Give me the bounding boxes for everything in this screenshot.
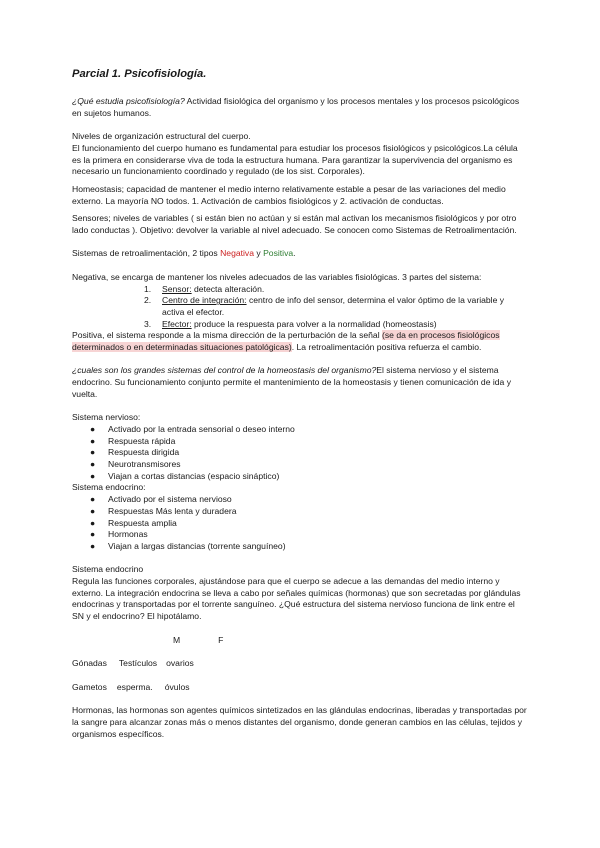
list-item-text: Activado por la entrada sensorial o deseo interno	[108, 423, 295, 434]
page-title: Parcial 1. Psicofisiología.	[72, 68, 207, 80]
gonadas-row	[72, 658, 528, 670]
sex-header-row	[72, 635, 528, 647]
list-item	[90, 459, 528, 471]
list-number: 2.	[144, 295, 152, 306]
ovulos-cell: óvulos	[164, 681, 190, 692]
list-item-text: Respuestas Más lenta y duradera	[108, 505, 237, 516]
bullet-icon: ●	[90, 540, 96, 551]
testiculos-cell: Testículos	[118, 658, 158, 669]
bullet-icon: ●	[90, 470, 96, 481]
positiva-highlight: (se da en procesos fisiológicos determinados o en determinadas situaciones patológicas)	[72, 330, 500, 353]
part-term: Sensor:	[162, 283, 192, 294]
retro-negativa: Negativa	[220, 248, 254, 259]
endocrino-list	[72, 494, 528, 553]
bullet-icon: ●	[90, 529, 96, 540]
part-term: Efector:	[162, 318, 192, 329]
intro-answer: Actividad fisiológica del organismo y los procesos mentales y los procesos psicológicos en sujetos humanos.	[72, 96, 520, 118]
bullet-icon: ●	[90, 494, 96, 505]
list-item-text: Respuesta dirigida	[108, 447, 180, 458]
part-desc: detecta alteración.	[191, 283, 265, 294]
list-number: 3.	[144, 318, 152, 329]
list-item	[90, 424, 528, 436]
list-item	[90, 529, 528, 541]
list-item	[90, 518, 528, 530]
list-item-text: Viajan a cortas distancias (espacio sináptico)	[108, 470, 280, 481]
grandes-paragraph	[72, 365, 528, 400]
gametos-label: Gametos	[72, 681, 107, 692]
document-page	[72, 68, 528, 740]
part-desc: centro de info del sensor, determina el valor óptimo de la variable y activa el efector.	[162, 295, 505, 317]
retro-positiva: Positiva	[263, 248, 294, 259]
endocrino-desc-heading: Sistema endocrino	[72, 564, 144, 575]
positiva-after: . La retroalimentación positiva refuerza el cambio.	[291, 342, 482, 353]
list-item-text: Activado por el sistema nervioso	[108, 494, 232, 505]
homeostasis-paragraph: Homeostasis; capacidad de mantener el medio interno relativamente estable a pesar de las variaciones del medio externo. La mayoría NO todos. 1. Activación de cambios fisiológicos y 2. activación de conductas.	[72, 183, 506, 206]
part-term: Centro de integración:	[162, 295, 247, 306]
part-desc: produce la respuesta para volver a la normalidad (homeostasis)	[191, 318, 437, 329]
list-item	[144, 319, 528, 331]
nervioso-list	[72, 424, 528, 483]
bullet-icon: ●	[90, 505, 96, 516]
list-item-text: Respuesta amplia	[108, 517, 177, 528]
intro-question: ¿Qué estudia psicofisiología?	[72, 96, 185, 106]
negativa-paragraph: Negativa, se encarga de mantener los niveles adecuados de las variables fisiológicas. 3 partes del sistema:	[72, 271, 482, 282]
list-item	[144, 295, 528, 318]
female-label: F	[218, 634, 224, 645]
partes-list	[72, 284, 528, 331]
grandes-question: ¿cuales son los grandes sistemas del control de la homeostasis del organismo?	[72, 365, 377, 376]
retro-paragraph	[72, 248, 528, 260]
list-item	[90, 494, 528, 506]
grandes-answer: El sistema nervioso y el sistema endocrino. Su funcionamiento conjunto permite el mantenimiento de la homeostasis y tienen comunicación de ida y vuelta.	[72, 365, 512, 399]
list-item	[90, 436, 528, 448]
hormonas-paragraph: Hormonas, las hormonas son agentes químicos sintetizados en las glándulas endocrinas, liberadas y transportadas por la sangre para alcanzar zonas más o menos distantes del organismo, donde generan cambios en las células, tejidos y organismos específicos.	[72, 705, 527, 739]
list-item	[90, 447, 528, 459]
intro-paragraph	[72, 96, 528, 119]
bullet-icon: ●	[90, 447, 96, 458]
endocrino-desc-text: Regula las funciones corporales, ajustándose para que el cuerpo se adecue a las demandas del medio interno y externo. La integración endocrina se lleva a cabo por señales químicas (hormonas) que son secretadas por glándulas endocrinas y transportadas por el torrente sanguíneo. ¿Qué estructura del sistema nervioso funciona de link entre el SN y el endocrino? El hipotálamo.	[72, 576, 521, 622]
positiva-paragraph	[72, 330, 528, 353]
list-item	[90, 471, 528, 483]
niveles-heading: Niveles de organización estructural del cuerpo.	[72, 131, 251, 142]
list-item-text: Hormonas	[108, 529, 148, 540]
bullet-icon: ●	[90, 423, 96, 434]
list-item	[144, 284, 528, 296]
niveles-text: El funcionamiento del cuerpo humano es fundamental para estudiar los procesos fisiológicos y psicológicos.La célula es la primera en considerarse viva de toda la estructura humana. Para garantizar la supervivencia del organismo es necesario un funcionamiento coordinado y regulado (de los sist. Corporales).	[72, 142, 518, 177]
list-item	[90, 506, 528, 518]
bullet-icon: ●	[90, 459, 96, 470]
retro-prefix: Sistemas de retroalimentación, 2 tipos	[72, 248, 221, 259]
sensores-paragraph: Sensores; niveles de variables ( si están bien no actúan y si están mal activan los mecanismos fisiológicos y por otro lado conductas ). Objetivo: devolver la variable al nivel adecuado. Se conocen como Sistemas de Retroalimentación.	[72, 213, 517, 236]
male-label: M	[173, 634, 181, 645]
list-item-text: Viajan a largas distancias (torrente sanguíneo)	[108, 540, 286, 551]
ovarios-cell: ovarios	[166, 658, 194, 669]
retro-and: y	[254, 248, 264, 259]
endocrino-heading: Sistema endocrino:	[72, 482, 146, 493]
nervioso-heading: Sistema nervioso:	[72, 412, 141, 423]
bullet-icon: ●	[90, 435, 96, 446]
bullet-icon: ●	[90, 517, 96, 528]
list-item	[90, 541, 528, 553]
gonadas-label: Gónadas	[72, 658, 107, 669]
list-item-text: Respuesta rápida	[108, 435, 176, 446]
retro-suffix: .	[293, 248, 296, 259]
gametos-row	[72, 682, 528, 694]
list-number: 1.	[144, 283, 152, 294]
esperma-cell: esperma.	[116, 681, 153, 692]
list-item-text: Neurotransmisores	[108, 459, 181, 470]
positiva-before: Positiva, el sistema responde a la misma dirección de la perturbación de la señal	[72, 330, 383, 341]
